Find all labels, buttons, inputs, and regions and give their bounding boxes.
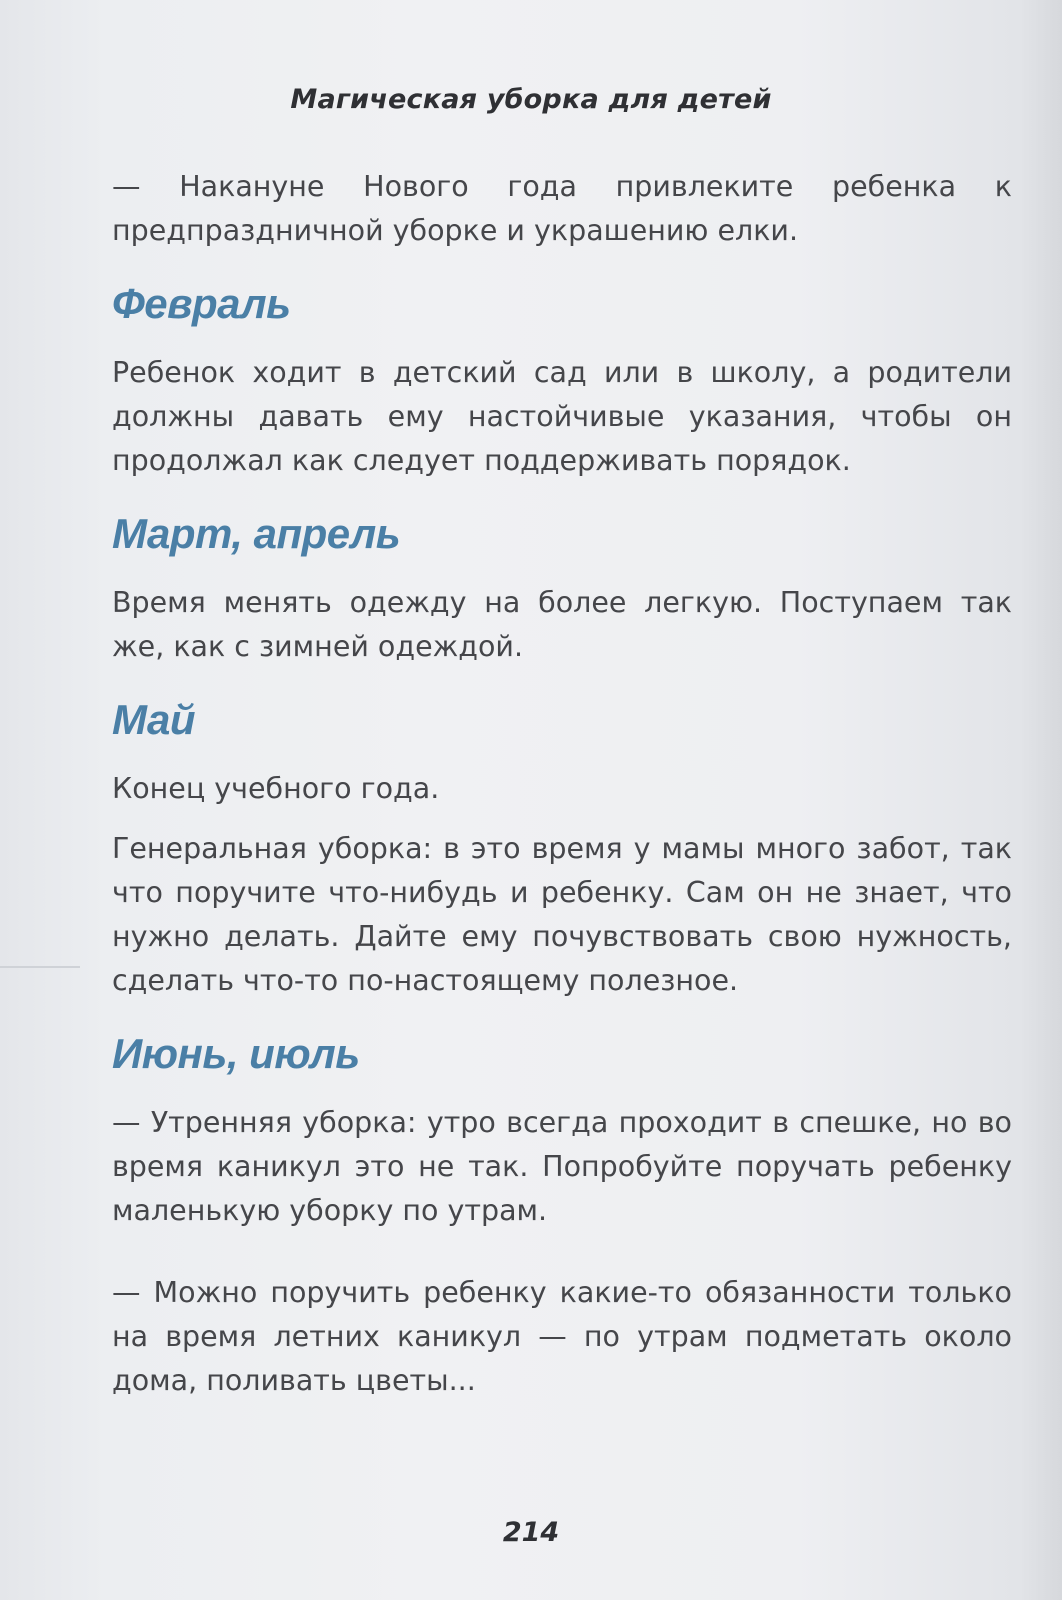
heading-may: Май <box>112 696 196 743</box>
paragraph-june-july-1: — Утренняя уборка: утро всегда проходит в спешке, но во время каникул это не так. Попробуйте поручать ребенку маленькую уборку по утрам. <box>112 1106 1012 1227</box>
heading-february: Февраль <box>112 280 291 327</box>
paragraph-february: Ребенок ходит в детский сад или в школу, а родители должны давать ему настойчивые указания, чтобы он продолжал как следует поддерживать порядок. <box>112 356 1012 477</box>
running-head: Магическая уборка для детей <box>290 84 772 115</box>
paragraph-june-july-2: — Можно поручить ребенку какие-то обязанности только на время летних каникул — по утрам подметать около дома, поливать цветы... <box>112 1276 1012 1397</box>
margin-mark <box>0 966 80 968</box>
heading-june-july: Июнь, июль <box>112 1030 360 1077</box>
paragraph-may-2: Генеральная уборка: в это время у мамы много забот, так что поручите что-нибудь и ребенку. Сам он не знает, что нужно делать. Дайте ему почувствовать свою нужность, сделать что-то по-настоящему полезное. <box>112 832 1012 997</box>
paragraph-march-april: Время менять одежду на более легкую. Поступаем так же, как с зимней одеждой. <box>112 586 1012 663</box>
heading-march-april: Март, апрель <box>112 510 401 557</box>
paragraph-may-1: Конец учебного года. <box>112 772 440 805</box>
page-content <box>112 165 1012 1419</box>
page-number: 214 <box>502 1517 560 1548</box>
paragraph-new-year: — Накануне Нового года привлеките ребенка к предпраздничной уборке и украшению елки. <box>112 170 1012 247</box>
